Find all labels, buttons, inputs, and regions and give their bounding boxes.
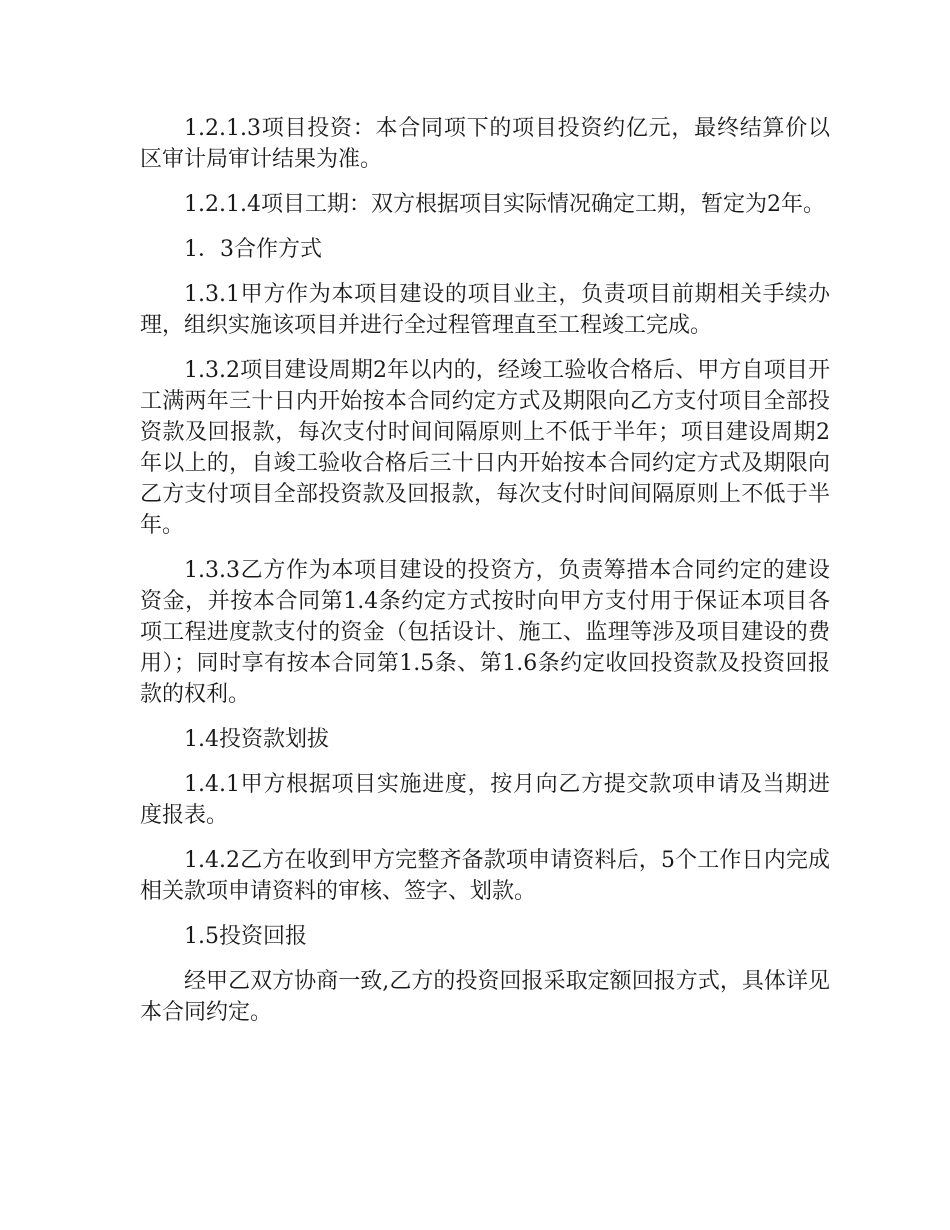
section-heading-1-5: 1.5投资回报 — [184, 924, 307, 949]
clause-1-5-body: 经甲乙双方协商一致,乙方的投资回报采取定额回报方式，具体详见本合同约定。 — [140, 969, 830, 1025]
document-body — [140, 113, 830, 1042]
clause-1-3-1: 1.3.1甲方作为本项目建设的项目业主，负责项目前期相关手续办理，组织实施该项目并进行全过程管理直至工程竣工完成。 — [140, 282, 830, 338]
clause-1-3-3: 1.3.3乙方作为本项目建设的投资方，负责筹措本合同约定的建设资金，并按本合同第1.4条约定方式按时向甲方支付用于保证本项目各项工程进度款支付的资金（包括设计、施工、监理等涉及项目建设的费用）；同时享有按本合同第1.5条、第1.6条约定收回投资款及投资回报款的权利。 — [140, 558, 830, 707]
clause-1-2-1-3: 1.2.1.3项目投资：本合同项下的项目投资约亿元，最终结算价以区审计局审计结果为准。 — [140, 116, 830, 172]
clause-1-4-2: 1.4.2乙方在收到甲方完整齐备款项申请资料后，5个工作日内完成相关款项申请资料的审核、签字、划款。 — [140, 848, 830, 904]
clause-1-4-1: 1.4.1甲方根据项目实施进度，按月向乙方提交款项申请及当期进度报表。 — [140, 772, 830, 828]
section-heading-1-3: 1．3合作方式 — [184, 237, 322, 262]
section-heading-1-4: 1.4投资款划拔 — [184, 727, 329, 752]
clause-1-2-1-4: 1.2.1.4项目工期：双方根据项目实际情况确定工期，暂定为2年。 — [184, 192, 825, 217]
clause-1-3-2: 1.3.2项目建设周期2年以内的，经竣工验收合格后、甲方自项目开工满两年三十日内开始按本合同约定方式及期限向乙方支付项目全部投资款及回报款，每次支付时间间隔原则上不低于半年；项目建设周期2年以上的，自竣工验收合格后三十日内开始按本合同约定方式及期限向乙方支付项目全部投资款及回报款，每次支付时间间隔原则上不低于半年。 — [140, 358, 830, 538]
